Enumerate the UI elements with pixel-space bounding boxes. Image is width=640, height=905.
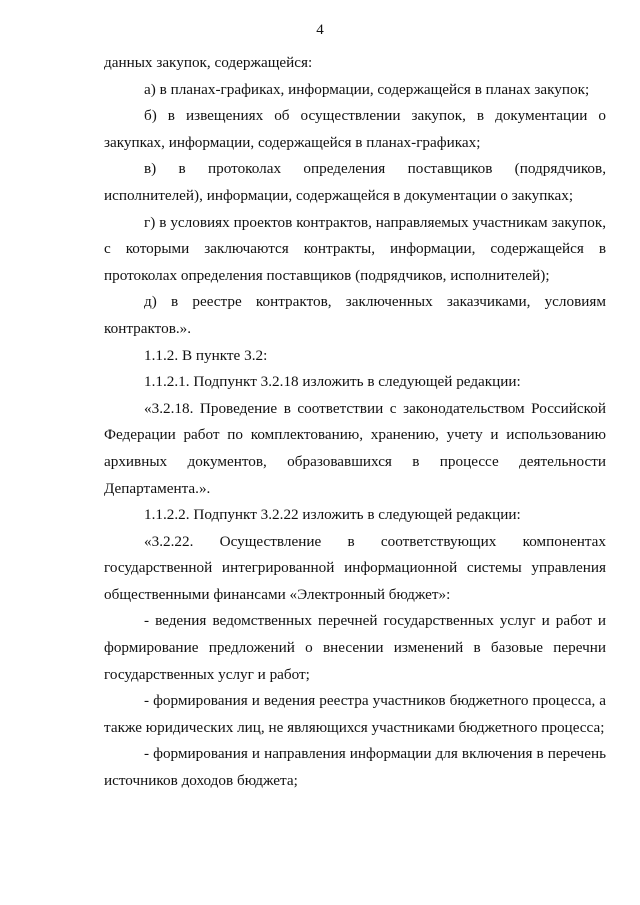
- clause-3-2-18: «3.2.18. Проведение в соответствии с законодательством Российской Федерации работ по комплектованию, хранению, учету и использованию архивных документов, образовавшихся в процессе деятельности Департамента.».: [104, 399, 606, 497]
- clause-1-1-2-1: 1.1.2.1. Подпункт 3.2.18 изложить в следующей редакции:: [144, 373, 521, 391]
- paragraph: данных закупок, содержащейся:: [104, 54, 313, 71]
- list-item-v: в) в протоколах определения поставщиков (подрядчиков, исполнителей), информации, содержащейся в документации о закупках;: [104, 160, 606, 204]
- list-item-a: а) в планах-графиках, информации, содержащейся в планах закупок;: [144, 80, 590, 98]
- dash-item: - ведения ведомственных перечней государственных услуг и работ и формирование предложений о внесении изменений в базовые перечни государственных услуг и работ;: [104, 612, 606, 683]
- clause-3-2-22: «3.2.22. Осуществление в соответствующих компонентах государственной интегрированной информационной системы управления общественными финансами «Электронный бюджет»:: [104, 532, 606, 603]
- list-item-d: д) в реестре контрактов, заключенных заказчиками, условиям контрактов.».: [104, 293, 606, 337]
- clause-1-1-2-2: 1.1.2.2. Подпункт 3.2.22 изложить в следующей редакции:: [144, 506, 521, 524]
- list-item-g: г) в условиях проектов контрактов, направляемых участникам закупок, с которыми заключаются контракты, информации, содержащейся в протоколах определения поставщиков (подрядчиков, исполнителей);: [104, 213, 606, 284]
- clause-1-1-2: 1.1.2. В пункте 3.2:: [144, 346, 268, 364]
- dash-item: - формирования и направления информации для включения в перечень источников доходов бюджета;: [104, 745, 606, 790]
- dash-item: - формирования и ведения реестра участников бюджетного процесса, а также юридических лиц, не являющихся участниками бюджетного процесса;: [104, 692, 606, 736]
- page-number: 4: [316, 22, 324, 38]
- document-body: [104, 50, 606, 795]
- list-item-b: б) в извещениях об осуществлении закупок, в документации о закупках, информации, содержащейся в планах-графиках;: [104, 107, 606, 151]
